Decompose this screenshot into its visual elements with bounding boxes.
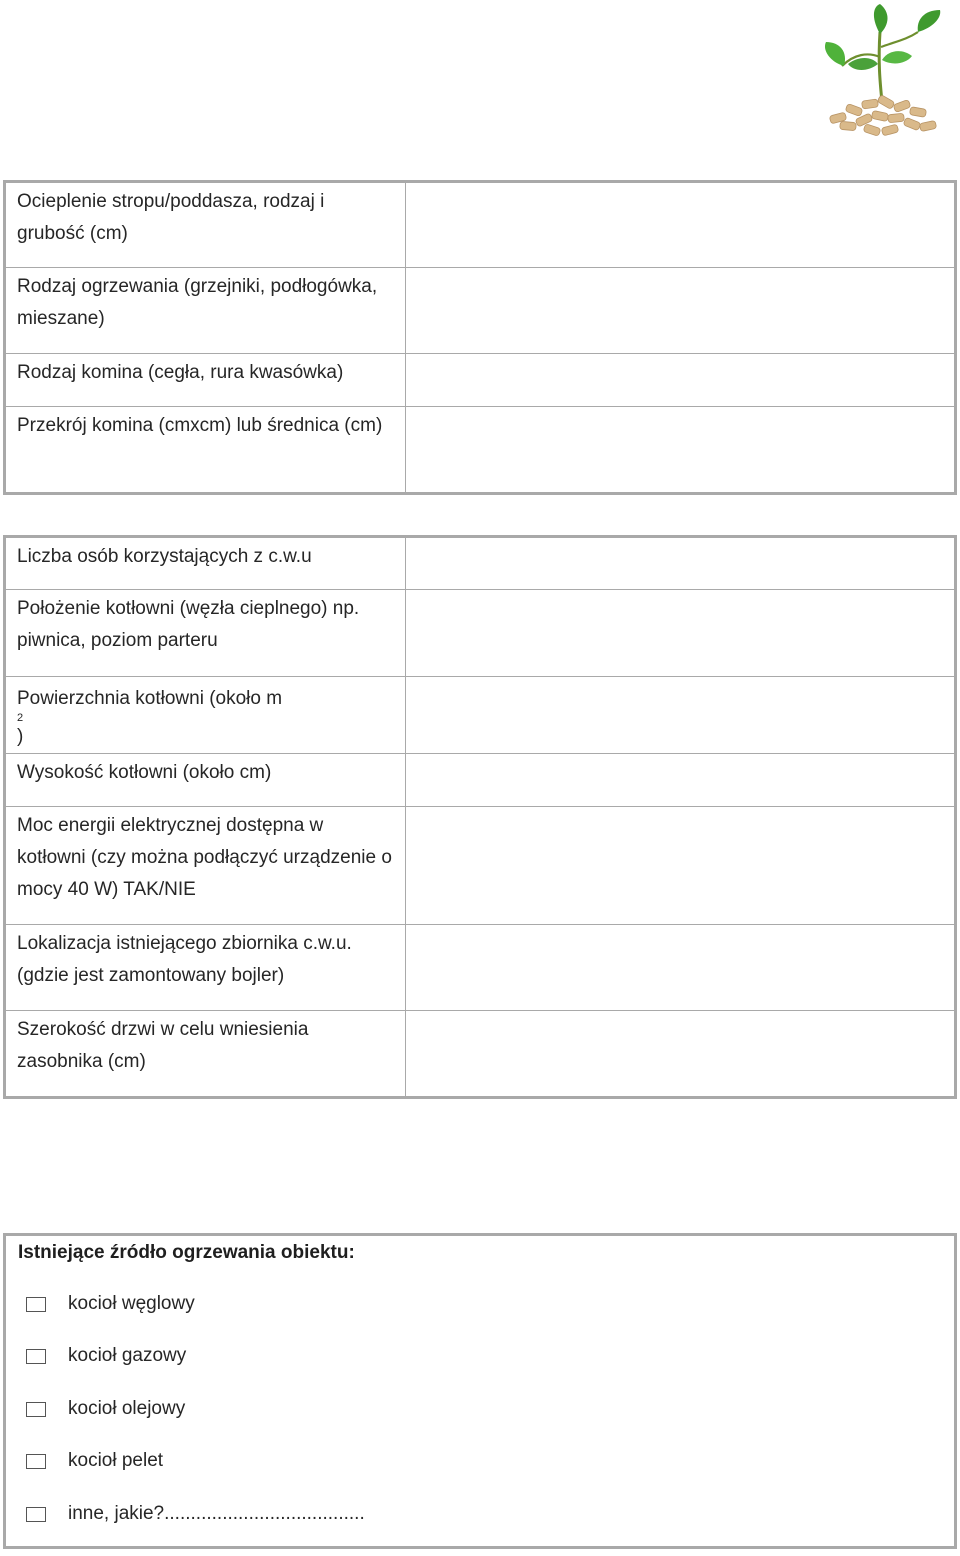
row-label: Lokalizacja istniejącego zbiornika c.w.u. (gdzie jest zamontowany bojler): [5, 925, 406, 1011]
value-cell[interactable]: [406, 807, 956, 925]
checkbox-icon[interactable]: [26, 1507, 46, 1522]
checkbox-icon[interactable]: [26, 1297, 46, 1312]
boiler-room-table: [3, 535, 957, 1099]
value-cell[interactable]: [406, 537, 956, 590]
value-cell[interactable]: [406, 677, 956, 754]
row-label: Rodzaj ogrzewania (grzejniki, podłogówka, mieszane): [5, 268, 406, 354]
option-label: kocioł olejowy: [68, 1398, 186, 1419]
row-label: Przekrój komina (cmxcm) lub średnica (cm): [5, 407, 406, 494]
option-pellet[interactable]: [26, 1447, 163, 1475]
value-cell[interactable]: [406, 754, 956, 807]
row-label: Wysokość kotłowni (około cm): [5, 754, 406, 807]
plant-pellets-icon: [820, 2, 945, 140]
option-coal[interactable]: [26, 1290, 195, 1318]
value-cell[interactable]: [406, 590, 956, 677]
option-gas[interactable]: [26, 1342, 186, 1370]
row-label: Szerokość drzwi w celu wniesienia zasobnika (cm): [5, 1011, 406, 1098]
checkbox-icon[interactable]: [26, 1349, 46, 1364]
option-label: kocioł gazowy: [68, 1345, 187, 1366]
option-label: inne, jakie?......................................: [68, 1503, 365, 1524]
heating-source-box: [3, 1233, 957, 1549]
value-cell[interactable]: [406, 1011, 956, 1098]
row-label: Ocieplenie stropu/poddasza, rodzaj i grubość (cm): [5, 182, 406, 268]
building-table: [3, 180, 957, 495]
value-cell[interactable]: [406, 407, 956, 494]
row-label: Liczba osób korzystających z c.w.u: [5, 537, 406, 590]
row-label: Rodzaj komina (cegła, rura kwasówka): [5, 354, 406, 407]
option-oil[interactable]: [26, 1395, 185, 1423]
option-label: kocioł pelet: [68, 1450, 164, 1471]
checkbox-icon[interactable]: [26, 1454, 46, 1469]
value-cell[interactable]: [406, 354, 956, 407]
value-cell[interactable]: [406, 925, 956, 1011]
row-label: Położenie kotłowni (węzła cieplnego) np. piwnica, poziom parteru: [5, 590, 406, 677]
value-cell[interactable]: [406, 268, 956, 354]
checkbox-icon[interactable]: [26, 1402, 46, 1417]
row-label: Powierzchnia kotłowni (około m 2 ): [5, 677, 406, 754]
row-label: Moc energii elektrycznej dostępna w kotłowni (czy można podłączyć urządzenie o mocy 40 W) TAK/NIE: [5, 807, 406, 925]
option-label: kocioł węglowy: [68, 1293, 195, 1314]
value-cell[interactable]: [406, 182, 956, 268]
option-other[interactable]: [26, 1500, 365, 1528]
section-heading: Istniejące źródło ogrzewania obiektu:: [18, 1242, 355, 1263]
